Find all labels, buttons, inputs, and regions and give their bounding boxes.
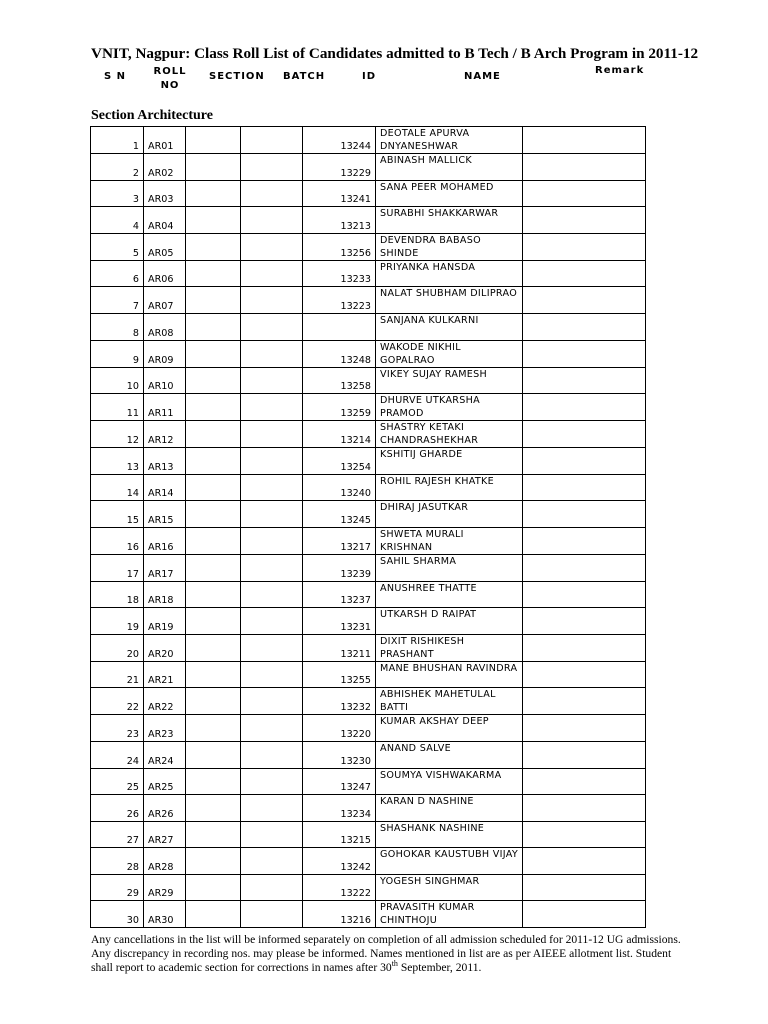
remark-cell	[523, 554, 646, 581]
section-cell	[186, 501, 241, 528]
table-row	[91, 901, 646, 928]
roll-number-cell: AR29	[144, 874, 186, 901]
name-cell: DIXIT RISHIKESH PRASHANT	[376, 634, 523, 661]
id-cell: 13222	[303, 874, 376, 901]
serial-number-cell: 21	[91, 661, 144, 688]
batch-cell	[241, 874, 303, 901]
id-cell	[303, 313, 376, 340]
batch-cell	[241, 421, 303, 448]
roll-number-cell: AR04	[144, 207, 186, 234]
remark-cell	[523, 127, 646, 154]
remark-cell	[523, 768, 646, 795]
section-cell	[186, 848, 241, 875]
column-header-roll-line2: NO	[160, 80, 180, 91]
batch-cell	[241, 848, 303, 875]
table-row	[91, 340, 646, 367]
roll-number-cell: AR25	[144, 768, 186, 795]
roll-number-cell: AR15	[144, 501, 186, 528]
section-cell	[186, 340, 241, 367]
section-cell	[186, 821, 241, 848]
remark-cell	[523, 501, 646, 528]
serial-number-cell: 27	[91, 821, 144, 848]
serial-number-cell: 19	[91, 608, 144, 635]
remark-cell	[523, 394, 646, 421]
serial-number-cell: 23	[91, 715, 144, 742]
name-cell: KUMAR AKSHAY DEEP	[376, 715, 523, 742]
batch-cell	[241, 394, 303, 421]
roll-number-cell: AR16	[144, 527, 186, 554]
id-cell: 13242	[303, 848, 376, 875]
section-cell	[186, 260, 241, 287]
column-header-section: SECTION	[209, 71, 265, 82]
serial-number-cell: 4	[91, 207, 144, 234]
name-cell: SOUMYA VISHWAKARMA	[376, 768, 523, 795]
id-cell: 13216	[303, 901, 376, 928]
remark-cell	[523, 448, 646, 475]
table-row	[91, 768, 646, 795]
batch-cell	[241, 474, 303, 501]
roll-list-body	[91, 127, 646, 928]
serial-number-cell: 13	[91, 448, 144, 475]
serial-number-cell: 28	[91, 848, 144, 875]
roll-number-cell: AR03	[144, 180, 186, 207]
remark-cell	[523, 207, 646, 234]
table-row	[91, 180, 646, 207]
section-cell	[186, 180, 241, 207]
batch-cell	[241, 313, 303, 340]
batch-cell	[241, 501, 303, 528]
batch-cell	[241, 554, 303, 581]
name-cell: ROHIL RAJESH KHATKE	[376, 474, 523, 501]
batch-cell	[241, 448, 303, 475]
id-cell: 13233	[303, 260, 376, 287]
table-row	[91, 421, 646, 448]
id-cell: 13248	[303, 340, 376, 367]
name-cell: ANAND SALVE	[376, 741, 523, 768]
roll-number-cell: AR19	[144, 608, 186, 635]
name-cell: UTKARSH D RAIPAT	[376, 608, 523, 635]
roll-number-cell: AR20	[144, 634, 186, 661]
section-cell	[186, 554, 241, 581]
id-cell: 13234	[303, 795, 376, 822]
serial-number-cell: 12	[91, 421, 144, 448]
table-row	[91, 313, 646, 340]
name-cell: KARAN D NASHINE	[376, 795, 523, 822]
id-cell: 13232	[303, 688, 376, 715]
name-cell: NALAT SHUBHAM DILIPRAO	[376, 287, 523, 314]
batch-cell	[241, 180, 303, 207]
section-cell	[186, 581, 241, 608]
table-row	[91, 581, 646, 608]
remark-cell	[523, 313, 646, 340]
remark-cell	[523, 233, 646, 260]
batch-cell	[241, 634, 303, 661]
column-header-name: NAME	[464, 71, 501, 82]
serial-number-cell: 16	[91, 527, 144, 554]
name-cell: MANE BHUSHAN RAVINDRA	[376, 661, 523, 688]
serial-number-cell: 1	[91, 127, 144, 154]
table-row	[91, 821, 646, 848]
roll-number-cell: AR07	[144, 287, 186, 314]
roll-number-cell: AR21	[144, 661, 186, 688]
remark-cell	[523, 340, 646, 367]
section-cell	[186, 874, 241, 901]
section-cell	[186, 901, 241, 928]
section-cell	[186, 608, 241, 635]
roll-number-cell: AR11	[144, 394, 186, 421]
id-cell: 13220	[303, 715, 376, 742]
id-cell: 13255	[303, 661, 376, 688]
column-header-id: ID	[362, 71, 377, 82]
table-row	[91, 127, 646, 154]
roll-number-cell: AR08	[144, 313, 186, 340]
section-cell	[186, 421, 241, 448]
batch-cell	[241, 661, 303, 688]
roll-number-cell: AR01	[144, 127, 186, 154]
name-cell: GOHOKAR KAUSTUBH VIJAY	[376, 848, 523, 875]
roll-number-cell: AR12	[144, 421, 186, 448]
name-cell: PRAVASITH KUMAR CHINTHOJU	[376, 901, 523, 928]
name-cell: SHWETA MURALI KRISHNAN	[376, 527, 523, 554]
batch-cell	[241, 741, 303, 768]
remark-cell	[523, 821, 646, 848]
remark-cell	[523, 795, 646, 822]
section-cell	[186, 715, 241, 742]
batch-cell	[241, 527, 303, 554]
id-cell: 13254	[303, 448, 376, 475]
roll-list-table	[90, 126, 646, 928]
section-cell	[186, 634, 241, 661]
serial-number-cell: 17	[91, 554, 144, 581]
name-cell: KSHITIJ GHARDE	[376, 448, 523, 475]
id-cell: 13237	[303, 581, 376, 608]
roll-number-cell: AR10	[144, 367, 186, 394]
serial-number-cell: 26	[91, 795, 144, 822]
footer-note	[91, 933, 691, 975]
column-header-sn: S N	[104, 71, 127, 82]
column-header-roll-no	[150, 65, 190, 93]
id-cell: 13256	[303, 233, 376, 260]
batch-cell	[241, 688, 303, 715]
remark-cell	[523, 474, 646, 501]
section-cell	[186, 661, 241, 688]
remark-cell	[523, 260, 646, 287]
serial-number-cell: 9	[91, 340, 144, 367]
batch-cell	[241, 154, 303, 181]
roll-number-cell: AR24	[144, 741, 186, 768]
name-cell: VIKEY SUJAY RAMESH	[376, 367, 523, 394]
table-row	[91, 554, 646, 581]
section-heading: Section Architecture	[91, 108, 213, 123]
name-cell: PRIYANKA HANSDA	[376, 260, 523, 287]
remark-cell	[523, 688, 646, 715]
table-row	[91, 154, 646, 181]
section-cell	[186, 367, 241, 394]
id-cell: 13223	[303, 287, 376, 314]
table-row	[91, 233, 646, 260]
batch-cell	[241, 715, 303, 742]
table-row	[91, 608, 646, 635]
section-cell	[186, 233, 241, 260]
table-row	[91, 715, 646, 742]
roll-number-cell: AR30	[144, 901, 186, 928]
footer-superscript: th	[391, 959, 398, 969]
roll-number-cell: AR13	[144, 448, 186, 475]
section-cell	[186, 474, 241, 501]
name-cell: DEVENDRA BABASO SHINDE	[376, 233, 523, 260]
id-cell: 13240	[303, 474, 376, 501]
section-cell	[186, 527, 241, 554]
batch-cell	[241, 233, 303, 260]
remark-cell	[523, 527, 646, 554]
name-cell: YOGESH SINGHMAR	[376, 874, 523, 901]
remark-cell	[523, 608, 646, 635]
name-cell: ANUSHREE THATTE	[376, 581, 523, 608]
footer-text: Any cancellations in the list will be informed separately on completion of all admission scheduled for 2011-12 UG admissions. Any discrepancy in recording nos. may please be informed. Names mentioned in list are as per AIEEE allotment list. Student shall report to academic section for corrections in names after 30	[91, 933, 681, 974]
batch-cell	[241, 581, 303, 608]
remark-cell	[523, 581, 646, 608]
table-row	[91, 661, 646, 688]
section-cell	[186, 287, 241, 314]
table-row	[91, 448, 646, 475]
serial-number-cell: 2	[91, 154, 144, 181]
serial-number-cell: 3	[91, 180, 144, 207]
name-cell: SHASTRY KETAKI CHANDRASHEKHAR	[376, 421, 523, 448]
name-cell: ABINASH MALLICK	[376, 154, 523, 181]
batch-cell	[241, 901, 303, 928]
batch-cell	[241, 127, 303, 154]
id-cell: 13211	[303, 634, 376, 661]
roll-number-cell: AR28	[144, 848, 186, 875]
serial-number-cell: 29	[91, 874, 144, 901]
serial-number-cell: 6	[91, 260, 144, 287]
table-row	[91, 741, 646, 768]
serial-number-cell: 5	[91, 233, 144, 260]
section-cell	[186, 154, 241, 181]
batch-cell	[241, 821, 303, 848]
column-header-remark: Remark	[595, 65, 645, 76]
roll-number-cell: AR23	[144, 715, 186, 742]
serial-number-cell: 22	[91, 688, 144, 715]
serial-number-cell: 11	[91, 394, 144, 421]
name-cell: SURABHI SHAKKARWAR	[376, 207, 523, 234]
remark-cell	[523, 287, 646, 314]
remark-cell	[523, 634, 646, 661]
remark-cell	[523, 661, 646, 688]
remark-cell	[523, 874, 646, 901]
roll-number-cell: AR02	[144, 154, 186, 181]
serial-number-cell: 20	[91, 634, 144, 661]
id-cell: 13258	[303, 367, 376, 394]
table-row	[91, 394, 646, 421]
table-row	[91, 260, 646, 287]
id-cell: 13239	[303, 554, 376, 581]
id-cell: 13213	[303, 207, 376, 234]
table-row	[91, 207, 646, 234]
table-row	[91, 367, 646, 394]
section-cell	[186, 741, 241, 768]
serial-number-cell: 25	[91, 768, 144, 795]
id-cell: 13229	[303, 154, 376, 181]
batch-cell	[241, 207, 303, 234]
table-row	[91, 848, 646, 875]
roll-number-cell: AR22	[144, 688, 186, 715]
section-cell	[186, 127, 241, 154]
id-cell: 13215	[303, 821, 376, 848]
batch-cell	[241, 795, 303, 822]
batch-cell	[241, 367, 303, 394]
id-cell: 13247	[303, 768, 376, 795]
id-cell: 13230	[303, 741, 376, 768]
serial-number-cell: 18	[91, 581, 144, 608]
section-cell	[186, 313, 241, 340]
batch-cell	[241, 608, 303, 635]
table-row	[91, 634, 646, 661]
id-cell: 13217	[303, 527, 376, 554]
table-row	[91, 688, 646, 715]
roll-number-cell: AR05	[144, 233, 186, 260]
serial-number-cell: 7	[91, 287, 144, 314]
serial-number-cell: 30	[91, 901, 144, 928]
section-cell	[186, 688, 241, 715]
roll-number-cell: AR06	[144, 260, 186, 287]
roll-number-cell: AR26	[144, 795, 186, 822]
name-cell: SAHIL SHARMA	[376, 554, 523, 581]
remark-cell	[523, 901, 646, 928]
table-row	[91, 527, 646, 554]
id-cell: 13245	[303, 501, 376, 528]
id-cell: 13231	[303, 608, 376, 635]
page-title: VNIT, Nagpur: Class Roll List of Candidates admitted to B Tech / B Arch Program in 2011-12	[91, 45, 699, 62]
name-cell: SANJANA KULKARNI	[376, 313, 523, 340]
column-header-roll-line1: ROLL	[153, 66, 187, 77]
table-row	[91, 501, 646, 528]
remark-cell	[523, 715, 646, 742]
serial-number-cell: 15	[91, 501, 144, 528]
serial-number-cell: 8	[91, 313, 144, 340]
id-cell: 13244	[303, 127, 376, 154]
roll-number-cell: AR27	[144, 821, 186, 848]
name-cell: DHIRAJ JASUTKAR	[376, 501, 523, 528]
roll-number-cell: AR17	[144, 554, 186, 581]
remark-cell	[523, 848, 646, 875]
serial-number-cell: 24	[91, 741, 144, 768]
name-cell: SANA PEER MOHAMED	[376, 180, 523, 207]
batch-cell	[241, 260, 303, 287]
name-cell: DEOTALE APURVA DNYANESHWAR	[376, 127, 523, 154]
remark-cell	[523, 421, 646, 448]
table-row	[91, 474, 646, 501]
id-cell: 13259	[303, 394, 376, 421]
section-cell	[186, 768, 241, 795]
name-cell: ABHISHEK MAHETULAL BATTI	[376, 688, 523, 715]
remark-cell	[523, 367, 646, 394]
footer-text-end: September, 2011.	[397, 961, 482, 974]
table-row	[91, 874, 646, 901]
batch-cell	[241, 340, 303, 367]
id-cell: 13214	[303, 421, 376, 448]
serial-number-cell: 10	[91, 367, 144, 394]
table-row	[91, 795, 646, 822]
section-cell	[186, 448, 241, 475]
roll-number-cell: AR09	[144, 340, 186, 367]
name-cell: SHASHANK NASHINE	[376, 821, 523, 848]
column-header-batch: BATCH	[283, 71, 326, 82]
remark-cell	[523, 180, 646, 207]
name-cell: DHURVE UTKARSHA PRAMOD	[376, 394, 523, 421]
roll-number-cell: AR14	[144, 474, 186, 501]
batch-cell	[241, 768, 303, 795]
section-cell	[186, 795, 241, 822]
remark-cell	[523, 741, 646, 768]
name-cell: WAKODE NIKHIL GOPALRAO	[376, 340, 523, 367]
section-cell	[186, 207, 241, 234]
batch-cell	[241, 287, 303, 314]
remark-cell	[523, 154, 646, 181]
serial-number-cell: 14	[91, 474, 144, 501]
id-cell: 13241	[303, 180, 376, 207]
roll-number-cell: AR18	[144, 581, 186, 608]
section-cell	[186, 394, 241, 421]
table-row	[91, 287, 646, 314]
